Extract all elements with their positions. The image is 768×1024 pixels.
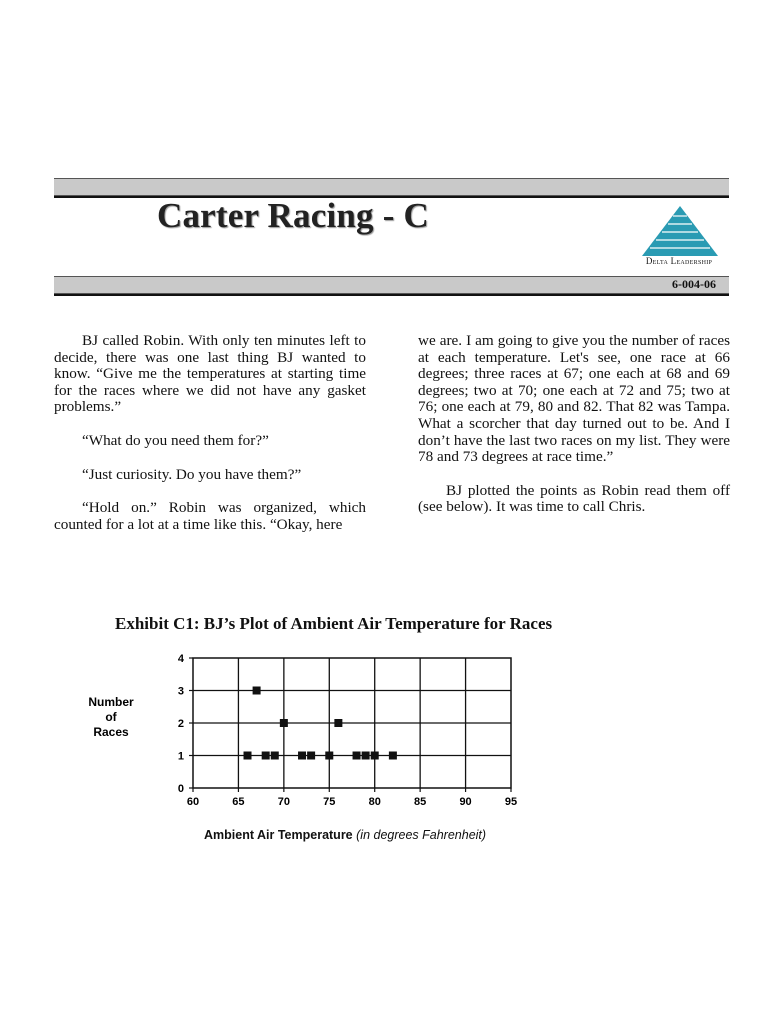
x-tick-label: 85 (414, 796, 427, 808)
y-tick-label: 3 (177, 685, 184, 698)
data-point (271, 752, 279, 760)
paragraph: “What do you need them for?” (82, 431, 269, 449)
data-point (307, 752, 315, 760)
data-point (244, 752, 252, 760)
paragraph: “Just curiosity. Do you have them?” (82, 465, 302, 483)
paragraph: BJ called Robin. With only ten minutes left to decide, there was one last thing BJ wanted to know. “Give me the temperatures at starting time for the races where we did not have any gasket problems.” (54, 332, 366, 416)
y-axis-label: Number (88, 695, 134, 709)
x-axis-label-main: Ambient Air Temperature (204, 828, 353, 842)
y-tick-label: 2 (177, 718, 184, 730)
y-tick-label: 4 (177, 653, 184, 665)
x-tick-label: 70 (277, 796, 290, 808)
data-point (325, 752, 333, 760)
data-point (362, 752, 370, 760)
data-point (298, 752, 306, 760)
data-point (253, 687, 261, 695)
y-axis-label: Races (93, 725, 129, 739)
text-column-right (418, 333, 730, 533)
paragraph: we are. I am going to give you the number of races at each temperature. Let's see, one race at 66 degrees; three races at 67; one each at 68 and 69 degrees; two at 70; one each at 72 and 75; two at 76; one each at 79, 80 and 82. That 82 was Tampa. What a scorcher that day turned out to be. And I don’t have the last two races on my list. They were 78 and 73 degrees at race time.” (418, 332, 730, 466)
x-tick-label: 65 (232, 796, 245, 808)
x-tick-label: 95 (504, 796, 518, 808)
case-code: 6-004-06 (672, 277, 716, 291)
page-title: Carter Racing - C (157, 196, 429, 235)
y-axis-label: of (105, 710, 117, 724)
x-axis-label (204, 828, 486, 842)
data-point (371, 752, 379, 760)
paragraph: BJ plotted the points as Robin read them off (see below). It was time to call Chris. (418, 481, 730, 516)
header-rule-bottom (54, 294, 729, 296)
data-point (334, 719, 342, 727)
text-column-left (54, 333, 366, 550)
data-point (280, 719, 288, 727)
x-tick-label: 90 (459, 796, 472, 808)
y-tick-label: 1 (177, 750, 184, 763)
header-bar-bottom (54, 276, 729, 294)
logo-text: Delta Leadership (645, 256, 713, 266)
scatter-chart (0, 640, 768, 830)
y-tick-label: 0 (177, 783, 184, 795)
data-point (389, 752, 397, 760)
header-bar-top (54, 178, 729, 196)
data-point (353, 752, 361, 760)
x-tick-label: 60 (186, 796, 200, 808)
exhibit-title: Exhibit C1: BJ’s Plot of Ambient Air Temperature for Races (115, 614, 553, 633)
x-tick-label: 80 (368, 796, 381, 808)
x-axis-label-units: (in degrees Fahrenheit) (356, 828, 487, 842)
data-point (262, 752, 270, 760)
paragraph: “Hold on.” Robin was organized, which counted for a lot at a time like this. “Okay, here (54, 499, 366, 533)
x-tick-label: 75 (323, 796, 336, 808)
